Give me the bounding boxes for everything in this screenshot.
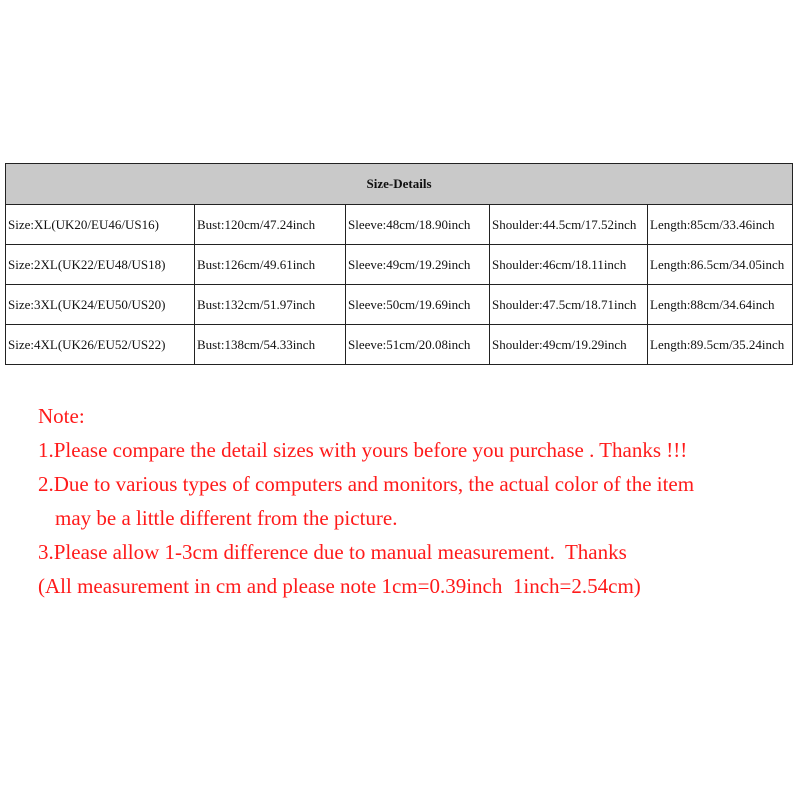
length-cell: Length:88cm/34.64inch <box>648 285 793 325</box>
table-row-xl <box>6 205 793 245</box>
size-cell: Size:4XL(UK26/EU52/US22) <box>6 325 195 365</box>
table-title: Size-Details <box>6 164 793 205</box>
note-line-2: 2.Due to various types of computers and monitors, the actual color of the item <box>38 472 695 496</box>
length-cell: Length:89.5cm/35.24inch <box>648 325 793 365</box>
table-row-4xl <box>6 325 793 365</box>
shoulder-cell: Shoulder:46cm/18.11inch <box>490 245 648 285</box>
sleeve-cell: Sleeve:50cm/19.69inch <box>346 285 490 325</box>
sleeve-cell: Sleeve:49cm/19.29inch <box>346 245 490 285</box>
size-cell: Size:2XL(UK22/EU48/US18) <box>6 245 195 285</box>
table-header-row <box>6 164 793 205</box>
note-line-4: (All measurement in cm and please note 1cm=0.39inch 1inch=2.54cm) <box>38 574 641 598</box>
shoulder-cell: Shoulder:49cm/19.29inch <box>490 325 648 365</box>
note-heading: Note: <box>38 404 85 428</box>
note-line-2-continued: may be a little different from the picture. <box>55 506 398 530</box>
size-details-table <box>5 163 793 365</box>
bust-cell: Bust:132cm/51.97inch <box>195 285 346 325</box>
note-line-3: 3.Please allow 1-3cm difference due to manual measurement. Thanks <box>38 540 627 564</box>
length-cell: Length:85cm/33.46inch <box>648 205 793 245</box>
table-row-2xl <box>6 245 793 285</box>
note-line-1: 1.Please compare the detail sizes with yours before you purchase . Thanks !!! <box>38 438 688 462</box>
size-cell: Size:XL(UK20/EU46/US16) <box>6 205 195 245</box>
shoulder-cell: Shoulder:44.5cm/17.52inch <box>490 205 648 245</box>
bust-cell: Bust:120cm/47.24inch <box>195 205 346 245</box>
size-cell: Size:3XL(UK24/EU50/US20) <box>6 285 195 325</box>
bust-cell: Bust:126cm/49.61inch <box>195 245 346 285</box>
sleeve-cell: Sleeve:48cm/18.90inch <box>346 205 490 245</box>
notes-section <box>38 399 788 603</box>
bust-cell: Bust:138cm/54.33inch <box>195 325 346 365</box>
sleeve-cell: Sleeve:51cm/20.08inch <box>346 325 490 365</box>
shoulder-cell: Shoulder:47.5cm/18.71inch <box>490 285 648 325</box>
table-row-3xl <box>6 285 793 325</box>
length-cell: Length:86.5cm/34.05inch <box>648 245 793 285</box>
